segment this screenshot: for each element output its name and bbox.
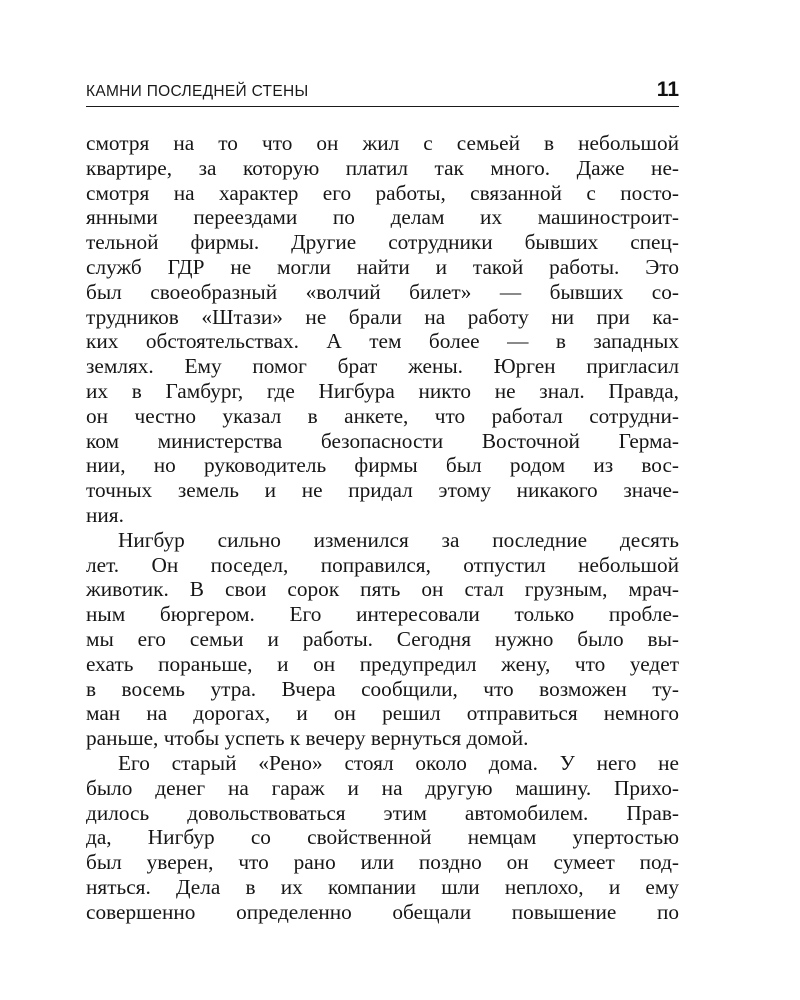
text-line: точных земель и не придал этому никакого значе-	[86, 478, 679, 503]
text-line: он честно указал в анкете, что работал сотрудни-	[86, 403, 679, 428]
text-line: дилось довольствоваться этим автомобилем. Прав-	[86, 800, 679, 825]
text-line: мы его семьи и работы. Сегодня нужно было вы-	[86, 626, 679, 651]
text-line: няться. Дела в их компании шли неплохо, и ему	[86, 874, 679, 899]
text-line: был уверен, что рано или поздно он сумеет под-	[86, 850, 679, 875]
text-line: нии, но руководитель фирмы был родом из вос-	[86, 453, 679, 478]
text-line: животик. В свои сорок пять он стал грузным, мрач-	[86, 577, 679, 602]
text-line: был своеобразный «волчий билет» — бывших со-	[86, 279, 679, 304]
text-line: смотря на то что он жил с семьей в небольшой	[86, 131, 679, 155]
text-line: служб ГДР не могли найти и такой работы. Это	[86, 254, 679, 279]
text-line: ния.	[86, 502, 124, 527]
text-line: тельной фирмы. Другие сотрудники бывших спец-	[86, 230, 679, 255]
running-header	[86, 78, 679, 107]
text-line: ком министерства безопасности Восточной Герма-	[86, 428, 679, 453]
text-line: квартире, за которую платил так много. Даже не-	[86, 155, 679, 180]
text-line: раньше, чтобы успеть к вечеру вернуться домой.	[86, 726, 529, 751]
text-line: Нигбур сильно изменился за последние десять	[118, 527, 679, 552]
text-line: янными переездами по делам их машиностроит-	[86, 205, 679, 230]
text-line: в восемь утра. Вчера сообщили, что возможен ту-	[86, 676, 679, 701]
paragraph-1	[86, 131, 679, 528]
text-line: совершенно определенно обещали повышение по	[86, 899, 679, 924]
text-line: ехать пораньше, и он предупредил жену, что уедет	[86, 651, 679, 676]
text-line: да, Нигбур со свойственной немцам упертостью	[86, 825, 679, 850]
text-line: было денег на гараж и на другую машину. Прихо-	[86, 775, 679, 800]
text-line: ман на дорогах, и он решил отправиться немного	[86, 701, 679, 726]
running-title: КАМНИ ПОСЛЕДНЕЙ СТЕНЫ	[86, 83, 309, 100]
paragraph-2	[86, 528, 679, 751]
text-line: их в Гамбург, где Нигбура никто не знал. Правда,	[86, 378, 679, 403]
text-line: ких обстоятельствах. А тем более — в западных	[86, 329, 679, 354]
text-line: лет. Он поседел, поправился, отпустил небольшой	[86, 552, 679, 577]
text-line: Его старый «Рено» стоял около дома. У него не	[118, 750, 679, 775]
text-line: землях. Ему помог брат жены. Юрген пригласил	[86, 354, 679, 379]
text-line: ным бюргером. Его интересовали только пробле-	[86, 602, 679, 627]
body-text	[86, 131, 679, 925]
paragraph-3	[86, 751, 679, 925]
text-line: трудников «Штази» не брали на работу ни при ка-	[86, 304, 679, 329]
text-line: смотря на характер его работы, связанной с посто-	[86, 180, 679, 205]
page-number: 11	[656, 78, 679, 101]
